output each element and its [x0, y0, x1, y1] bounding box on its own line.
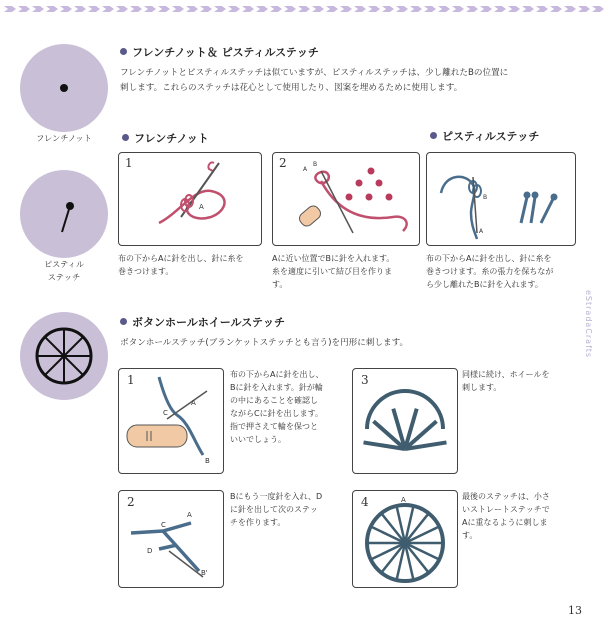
subsection-title-text: フレンチノット	[134, 132, 209, 145]
pistil-caption	[426, 252, 578, 291]
decor-arrow	[46, 6, 58, 12]
caption-line: ら少し離れたBに針を入れます。	[426, 280, 543, 289]
label-A: A	[187, 511, 192, 519]
step-text-line: チを作ります。	[230, 518, 286, 527]
step-text-line: 同様に続け、ホイールを	[462, 370, 550, 379]
wheel-spoke	[45, 337, 64, 356]
caption-line: 布の下からAに針を出し、針に糸を	[118, 254, 244, 263]
step-number: 1	[125, 156, 133, 170]
decor-arrow	[466, 6, 478, 12]
buttonhole-step3-text	[462, 368, 580, 394]
label-D: D	[147, 547, 153, 555]
decor-arrow	[270, 6, 282, 12]
decor-arrow	[592, 6, 604, 12]
step-text-line: Bに針を入れます。針が輪	[230, 383, 323, 392]
step-number: 2	[279, 156, 287, 170]
label-B-prime: B'	[201, 569, 208, 577]
decor-arrow	[396, 6, 408, 12]
decor-arrow	[410, 6, 422, 12]
decor-arrow	[326, 6, 338, 12]
french-knot-step2-illustration	[273, 153, 419, 245]
decor-arrow	[382, 6, 394, 12]
label-A: A	[303, 166, 308, 173]
subsection-title-french-knot	[122, 130, 209, 146]
step-number: 4	[361, 495, 369, 509]
page-number: 13	[568, 604, 582, 617]
french-knot-step2-panel	[272, 152, 420, 246]
decor-arrow	[312, 6, 324, 12]
decor-arrow	[130, 6, 142, 12]
decor-arrow	[214, 6, 226, 12]
section-intro-text	[120, 66, 590, 96]
french-knot-step1-panel	[118, 152, 262, 246]
decor-arrow	[242, 6, 254, 12]
step-text-line: 最後のステッチは、小さ	[462, 492, 550, 501]
wheel-spoke	[45, 356, 64, 375]
decor-arrow	[18, 6, 30, 12]
step-number: 2	[127, 495, 135, 509]
buttonhole-step3-panel	[352, 368, 458, 474]
french-knot-label: フレンチノット	[36, 133, 92, 143]
section-title-french-pistil	[120, 44, 319, 60]
label-B: B	[313, 161, 318, 168]
decor-arrow	[228, 6, 240, 12]
decor-arrow	[578, 6, 590, 12]
decor-arrow	[284, 6, 296, 12]
subsection-title-pistil	[430, 128, 539, 144]
decor-arrow	[88, 6, 100, 12]
decor-arrow	[102, 6, 114, 12]
wheel-spoke	[64, 337, 83, 356]
label-A: A	[199, 203, 204, 211]
decor-arrow	[256, 6, 268, 12]
section-title-text: ボタンホールホイールステッチ	[132, 316, 286, 329]
pistil-stitch-label	[20, 258, 108, 284]
decor-arrow	[172, 6, 184, 12]
decor-arrow	[522, 6, 534, 12]
caption-line: 巻きつけます。糸の張力を保ちなが	[426, 267, 554, 276]
decor-arrow	[144, 6, 156, 12]
decor-arrow	[424, 6, 436, 12]
step-text-line: の中にあることを確認し	[230, 396, 318, 405]
wheel-spoke	[64, 356, 83, 375]
decor-arrow	[74, 6, 86, 12]
bullet-dot-icon	[430, 132, 437, 139]
label-C: C	[163, 409, 168, 417]
decor-arrow	[494, 6, 506, 12]
french-knot-step1-caption	[118, 252, 268, 278]
bullet-dot-icon	[120, 48, 127, 55]
step-number: 3	[361, 373, 369, 387]
step-number: 1	[127, 373, 135, 387]
decor-arrow	[32, 6, 44, 12]
step-text-line: 布の下からAに針を出し、	[230, 370, 324, 379]
decor-arrow	[550, 6, 562, 12]
decor-arrow	[536, 6, 548, 12]
buttonhole-step1-text	[230, 368, 348, 446]
pistil-stitch-illustration	[427, 153, 575, 245]
decor-arrow	[60, 6, 72, 12]
step-text-line: Bにもう一度針を入れ、D	[230, 492, 323, 501]
pistil-stitch-panel	[426, 152, 576, 246]
watermark: eStradaCrafts	[584, 290, 593, 359]
decor-arrow	[480, 6, 492, 12]
label-B: B	[205, 457, 210, 465]
buttonhole-wheel-icon	[20, 312, 108, 400]
step-text-line: 刺します。	[462, 383, 502, 392]
pistil-label-line2: ステッチ	[47, 272, 81, 282]
step-text-line: す。	[462, 531, 478, 540]
label-B: B	[483, 194, 488, 201]
step-text-line: Aに重なるように刺しま	[462, 518, 548, 527]
caption-line: 糸を適度に引いて結び目を作りま	[272, 267, 392, 276]
caption-line: Aに近い位置でBに針を入れます。	[272, 254, 395, 263]
step-text-line: に針を出して次のステッ	[230, 505, 318, 514]
bullet-dot-icon	[120, 318, 127, 325]
buttonhole-step2-panel	[118, 490, 224, 588]
french-knot-dot-icon	[20, 44, 108, 132]
decor-arrow	[158, 6, 170, 12]
intro-line-2: 刺します。これらのステッチは花心として使用したり、図案を埋めるために使用します。	[120, 83, 463, 93]
section-title-text: フレンチノット＆ ピスティルステッチ	[132, 46, 319, 59]
buttonhole-wheel-circle	[20, 312, 108, 400]
french-knot-diagram-circle	[20, 44, 108, 132]
bullet-dot-icon	[122, 134, 129, 141]
decor-arrow	[298, 6, 310, 12]
decor-arrow	[438, 6, 450, 12]
step-text-line: いストレートステッチで	[462, 505, 550, 514]
buttonhole-step4-panel	[352, 490, 458, 588]
buttonhole-step4-text	[462, 490, 580, 542]
decor-arrow	[340, 6, 352, 12]
decor-arrow	[200, 6, 212, 12]
pistil-stitch-diagram-circle	[20, 170, 108, 258]
caption-line: 布の下からAに針を出し、針に糸を	[426, 254, 552, 263]
section-title-buttonhole-wheel	[120, 314, 285, 330]
intro-line-1: フレンチノットとピスティルステッチは似ていますが、ピスティルステッチは、少し離れたBの位置に	[120, 68, 509, 78]
label-A: A	[191, 399, 196, 407]
decor-arrow	[354, 6, 366, 12]
step-text-line: いいでしょう。	[230, 435, 286, 444]
decor-arrow	[368, 6, 380, 12]
buttonhole-step2-text	[230, 490, 348, 529]
decor-arrow	[186, 6, 198, 12]
decor-arrow	[508, 6, 520, 12]
top-decorative-border	[0, 0, 606, 16]
label-A: A	[401, 496, 406, 504]
french-knot-step1-illustration	[119, 153, 261, 245]
step-text-line: ながらCに針を出します。	[230, 409, 323, 418]
decor-arrow	[564, 6, 576, 12]
pistil-stitch-icon	[20, 170, 108, 258]
caption-line: 巻きつけます。	[118, 267, 174, 276]
decor-arrow	[4, 6, 16, 12]
label-A: A	[479, 228, 484, 235]
buttonhole-intro-text: ボタンホールステッチ(ブランケットステッチとも言う)を円形に刺します。	[120, 338, 409, 348]
french-knot-step2-caption	[272, 252, 422, 291]
decor-arrow	[452, 6, 464, 12]
pistil-label-line1: ピスティル	[43, 259, 85, 269]
caption-line: す。	[272, 280, 288, 289]
label-C: C	[161, 521, 166, 529]
decor-arrow	[116, 6, 128, 12]
subsection-title-text: ピスティルステッチ	[442, 130, 540, 143]
step-text-line: 指で押さえて輪を保つと	[230, 422, 318, 431]
buttonhole-step1-panel	[118, 368, 224, 474]
